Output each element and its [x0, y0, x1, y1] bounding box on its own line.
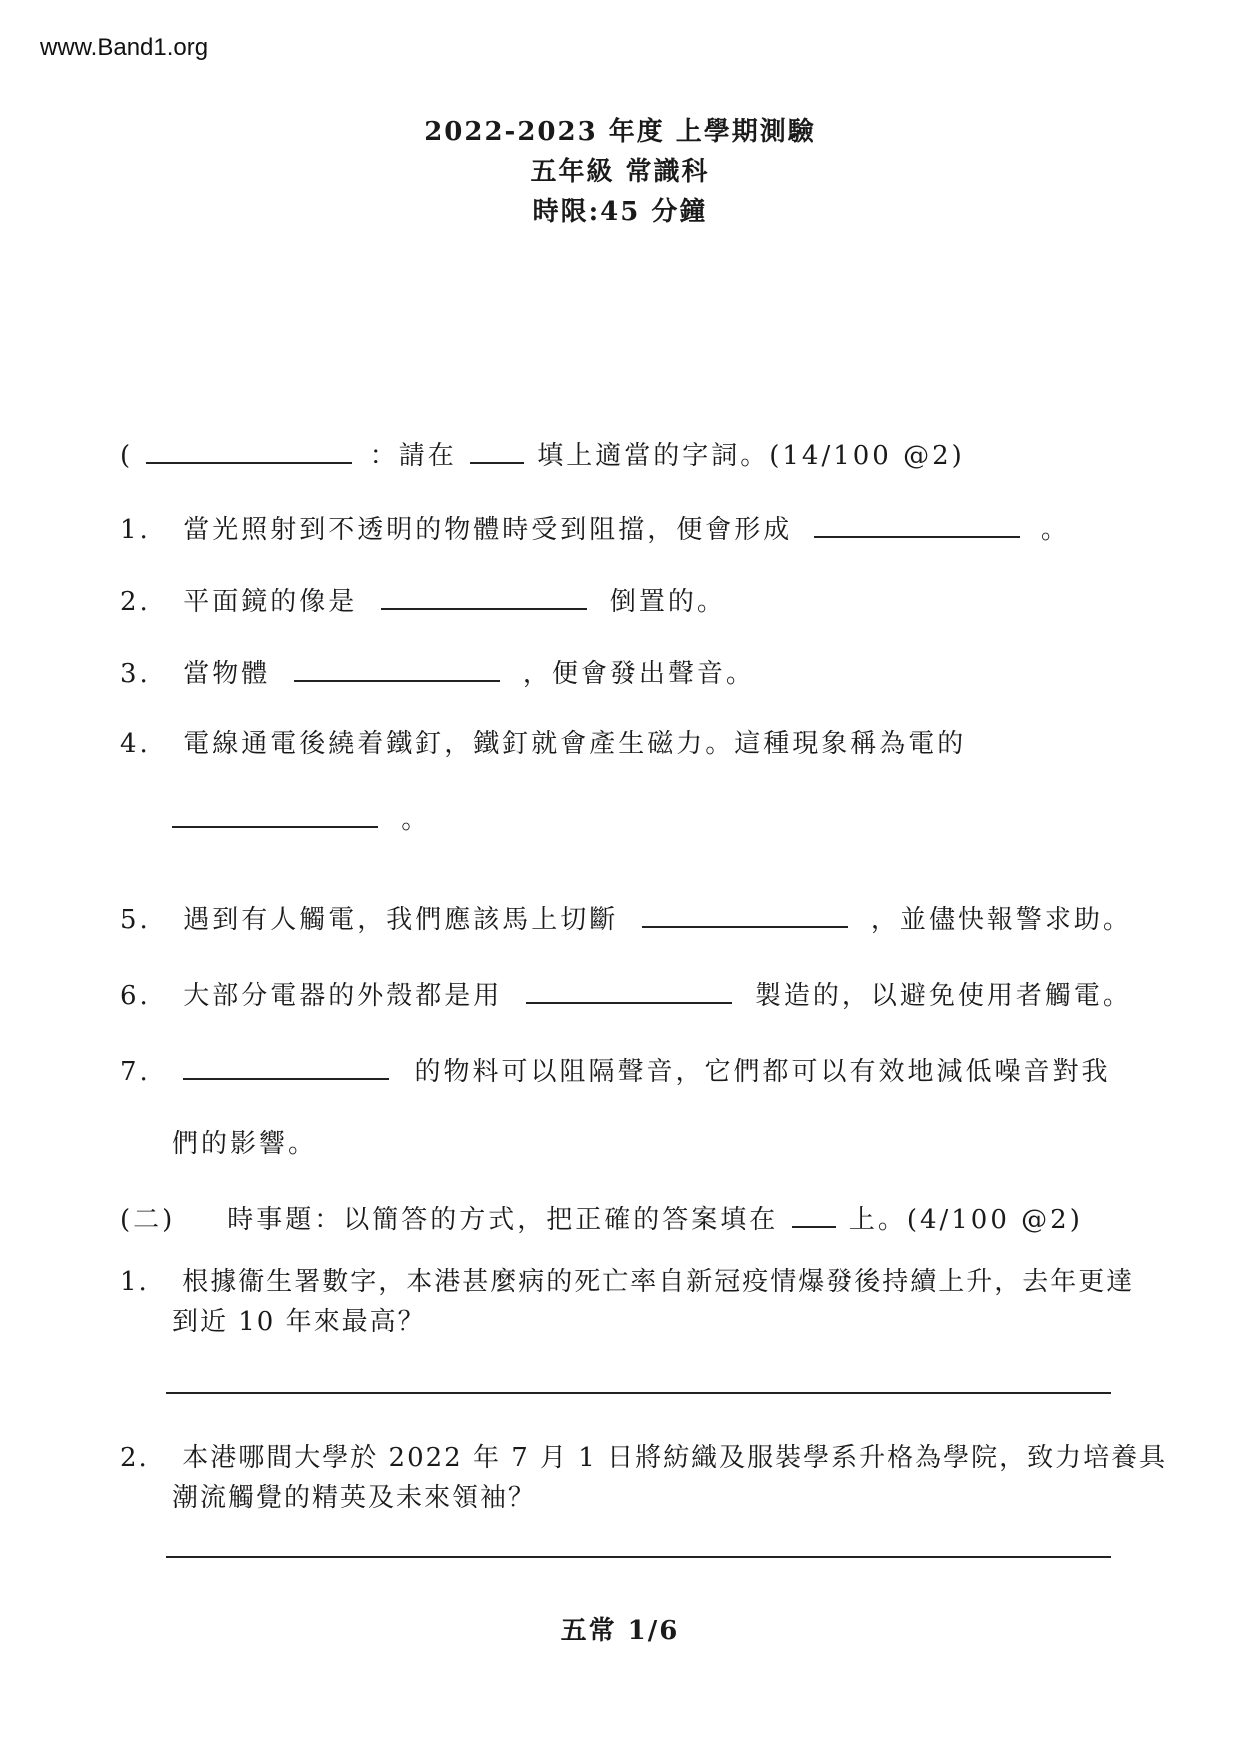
question-7 — [120, 1052, 1111, 1090]
current-affairs-question-1 — [120, 1264, 1134, 1300]
question-text-end: ，並儘快報警求助。 — [870, 905, 1132, 935]
current-affairs-question-2-line2 — [172, 1480, 536, 1516]
answer-blank[interactable] — [172, 800, 378, 828]
question-number: 2. — [120, 587, 151, 617]
instruction-text: ：請在 — [369, 441, 457, 471]
answer-blank[interactable] — [183, 1052, 389, 1080]
instruction-blank-sample — [792, 1200, 836, 1228]
question-number: 5. — [120, 905, 151, 935]
question-number: 6. — [120, 981, 151, 1011]
question-5 — [120, 900, 1132, 938]
question-2 — [120, 582, 726, 620]
answer-line[interactable] — [166, 1392, 1111, 1394]
question-text: 電線通電後繞着鐵釘，鐵釘就會產生磁力。這種現象稱為電的 — [183, 729, 967, 759]
question-4-continued — [172, 800, 430, 838]
section2-label: (二) — [120, 1205, 176, 1235]
question-number: 1. — [120, 515, 151, 545]
exam-title: 2022-2023 年度 上學期測驗 — [424, 117, 816, 147]
question-text: 大部分電器的外殼都是用 — [183, 981, 503, 1011]
question-number: 3. — [120, 659, 151, 689]
section1-instruction — [120, 436, 965, 474]
answer-line[interactable] — [166, 1556, 1111, 1558]
answer-blank[interactable] — [381, 582, 587, 610]
question-number: 1. — [120, 1267, 149, 1297]
exam-header — [0, 112, 1240, 232]
question-number: 7. — [120, 1057, 151, 1087]
question-text: 的物料可以阻隔聲音，它們都可以有效地減低噪音對我 — [414, 1057, 1111, 1087]
question-4 — [120, 726, 966, 762]
open-paren: ( — [120, 441, 134, 471]
question-number: 2. — [120, 1443, 149, 1473]
instruction-text-after: 上。(4/100 @2) — [848, 1205, 1083, 1235]
question-text: 當物體 — [183, 659, 271, 689]
current-affairs-question-2 — [120, 1440, 1167, 1476]
question-text-end: 。 — [401, 805, 431, 835]
answer-blank[interactable] — [526, 976, 732, 1004]
question-3 — [120, 654, 755, 692]
question-text-end: 製造的，以避免使用者觸電。 — [754, 981, 1132, 1011]
question-text-end: ，便會發出聲音。 — [522, 659, 755, 689]
answer-blank[interactable] — [294, 654, 500, 682]
section2-instruction — [120, 1200, 1083, 1238]
answer-blank[interactable] — [814, 510, 1020, 538]
question-text: 潮流觸覺的精英及未來領袖？ — [172, 1483, 537, 1513]
exam-time-limit: 時限:45 分鐘 — [532, 197, 708, 227]
question-text: 本港哪間大學於 2022 年 7 月 1 日將紡織及服裝學系升格為學院，致力培養具 — [182, 1443, 1168, 1473]
instruction-text: 時事題：以簡答的方式，把正確的答案填在 — [227, 1205, 779, 1235]
section-title-blank — [146, 436, 352, 464]
question-text: 根據衞生署數字，本港甚麼病的死亡率自新冠疫情爆發後持續上升，去年更達 — [182, 1267, 1135, 1297]
instruction-blank-sample — [470, 436, 524, 464]
current-affairs-question-1-line2 — [172, 1304, 426, 1340]
question-number: 4. — [120, 729, 151, 759]
question-7-continued — [172, 1126, 317, 1162]
answer-blank[interactable] — [642, 900, 848, 928]
exam-subject: 五年級 常識科 — [530, 157, 710, 187]
question-text-end: 們的影響。 — [172, 1129, 318, 1159]
question-text: 到近 10 年來最高？ — [172, 1307, 426, 1337]
question-text: 當光照射到不透明的物體時受到阻擋，便會形成 — [183, 515, 793, 545]
site-link[interactable]: www.Band1.org — [40, 34, 209, 61]
question-6 — [120, 976, 1132, 1014]
question-text: 遇到有人觸電，我們應該馬上切斷 — [183, 905, 619, 935]
question-text: 平面鏡的像是 — [183, 587, 358, 617]
question-text-end: 倒置的。 — [609, 587, 726, 617]
instruction-text-after: 填上適當的字詞。(14/100 @2) — [537, 441, 965, 471]
question-1 — [120, 510, 1070, 548]
question-text-end: 。 — [1040, 515, 1070, 545]
page-footer: 五常 1/6 — [560, 1616, 680, 1646]
